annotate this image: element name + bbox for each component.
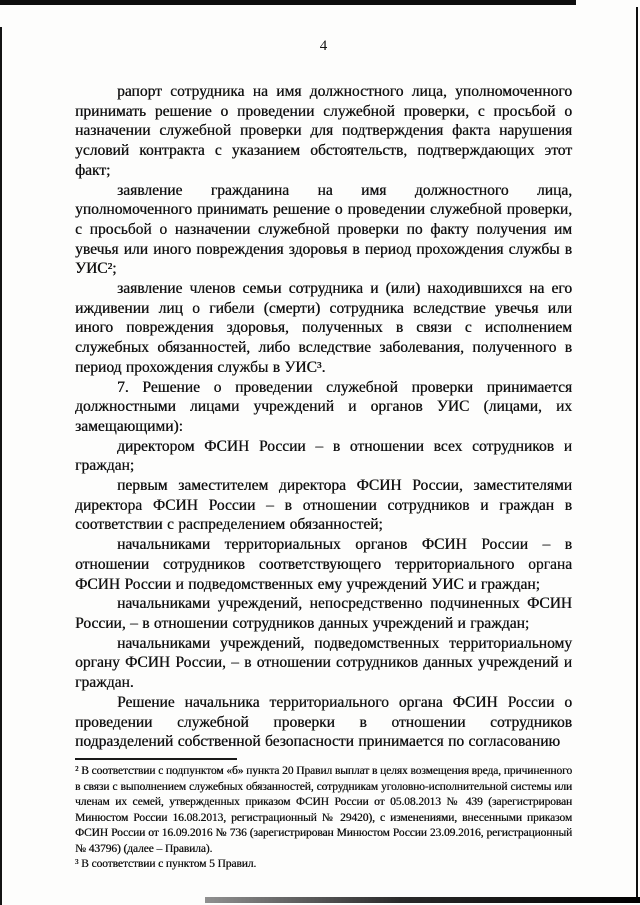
paragraph-nachalniki-territorialnykh: начальниками территориальных органов ФСИН России – в отношении сотрудников соответствующего территориального органа ФСИН России и подведомственных ему учреждений УИС и граждан; (75, 536, 572, 593)
paragraph-pervyi-zamestitel: первым заместителем директора ФСИН России, заместителями директора ФСИН России – в отношении сотрудников и граждан в соответствии с распределением обязанностей; (75, 477, 572, 534)
paragraph-nachalniki-uchrezhdenii-fsin: начальниками учреждений, непосредственно подчиненных ФСИН России, – в отношении сотрудников данных учреждений и граждан; (75, 595, 572, 632)
paragraph-punkt-7: 7. Решение о проведении служебной проверки принимается должностными лицами учреждений и органов УИС (лицами, их замещающими): (75, 378, 572, 435)
footnote-2: ² В соответствии с подпунктом «б» пункта 20 Правил выплат в целях возмещения вреда, причиненного в связи с выполнением служебных обязанностей, сотрудникам уголовно-исполнительной системы или членам их семей, утвержденных приказом ФСИН России от 05.08.2013 № 439 (зарегистрирован Минюстом России 16.08.2013, регистрационный № 29420), с изменениями, внесенными приказом ФСИН России от 16.09.2016 № 736 (зарегистрирован Минюстом России 23.09.2016, регистрационный № 43796) (далее – Правила). (75, 764, 572, 855)
scan-edge-right (636, 7, 638, 899)
footnote-separator (75, 758, 237, 760)
paragraph-zayavlenie-grazhdanina: заявление гражданина на имя должностного лица, уполномоченного принимать решение о проведении служебной проверки, с просьбой о назначении служебной проверки по факту получения им увечья или иного повреждения здоровья в период прохождения службы в УИС²; (75, 181, 572, 278)
paragraph-direktor: директором ФСИН России – в отношении всех сотрудников и граждан; (75, 437, 572, 475)
body-text (75, 82, 572, 752)
scan-edge-bottom (205, 897, 640, 903)
page-content (75, 0, 572, 873)
paragraph-zayavlenie-semi: заявление членов семьи сотрудника и (или) находившихся на его иждивении лиц о гибели (смерти) сотрудника вследствие увечья или иного повреждения здоровья, полученных в связи с исполнением служебных обязанностей, либо вследствие заболевания, полученного в период прохождения службы в УИС³. (75, 280, 572, 376)
paragraph-raport: рапорт сотрудника на имя должностного лица, уполномоченного принимать решение о проведении служебной проверки, с просьбой о назначении служебной проверки для подтверждения факта нарушения условий контракта с указанием обстоятельств, подтверждающих этот факт; (75, 83, 572, 179)
footnotes (75, 764, 572, 873)
paragraph-nachalniki-uchrezhdenii-organu: начальниками учреждений, подведомственных территориальному органу ФСИН России, – в отношении сотрудников данных учреждений и граждан. (75, 634, 572, 692)
paragraph-reshenie-nachalnika: Решение начальника территориального органа ФСИН России о проведении служебной проверки в отношении сотрудников подразделений собственной безопасности принимается по согласованию (75, 693, 572, 751)
scan-edge-left (0, 27, 2, 905)
page-number: 4 (319, 38, 328, 54)
footnote-3: ³ В соответствии с пунктом 5 Правил. (75, 858, 257, 871)
